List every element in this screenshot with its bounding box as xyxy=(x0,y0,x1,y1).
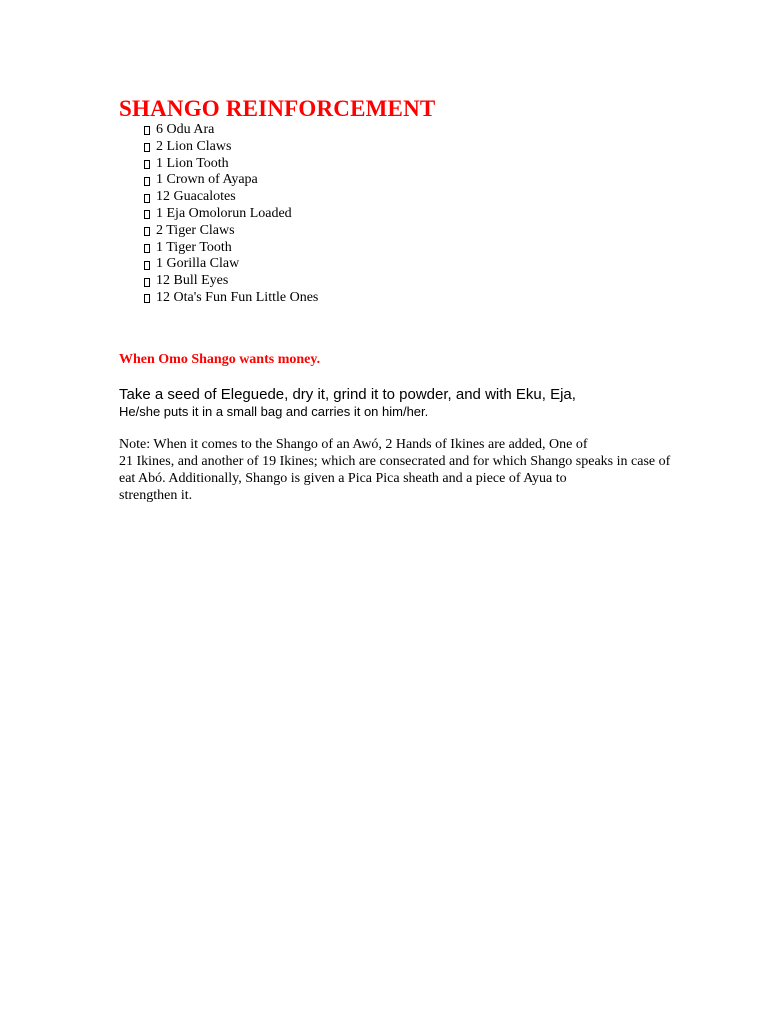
list-item xyxy=(144,172,318,189)
list-item-text: 12 Bull Eyes xyxy=(156,273,229,289)
empty-box-glyph-icon xyxy=(144,194,150,203)
list-item-text: 1 Tiger Tooth xyxy=(156,239,232,255)
list-item-text: 6 Odu Ara xyxy=(156,122,215,137)
list-item xyxy=(144,290,318,307)
note-line: strengthen it. xyxy=(119,488,193,503)
list-item xyxy=(144,256,318,273)
list-item-text: 1 Gorilla Claw xyxy=(156,256,240,272)
empty-box-glyph-icon xyxy=(144,160,150,169)
empty-box-glyph-icon xyxy=(144,143,150,152)
note-line: 21 Ikines, and another of 19 Ikines; which are consecrated and for which Shango speaks in case of xyxy=(119,454,671,469)
list-item xyxy=(144,189,318,206)
list-item xyxy=(144,206,318,223)
recipe-line: Take a seed of Eleguede, dry it, grind it to powder, and with Eku, Eja, xyxy=(119,386,576,403)
list-item xyxy=(144,122,318,139)
section-subheading: When Omo Shango wants money. xyxy=(119,352,321,367)
list-item-text: 1 Lion Tooth xyxy=(156,155,229,171)
list-item-text: 1 Eja Omolorun Loaded xyxy=(156,205,292,221)
list-item-text: 12 Ota's Fun Fun Little Ones xyxy=(156,289,319,305)
list-item-text: 1 Crown of Ayapa xyxy=(156,172,258,188)
empty-box-glyph-icon xyxy=(144,210,150,219)
empty-box-glyph-icon xyxy=(144,244,150,253)
note-line: Note: When it comes to the Shango of an Awó, 2 Hands of Ikines are added, One of xyxy=(119,437,588,452)
empty-box-glyph-icon xyxy=(144,261,150,270)
document-title: SHANGO REINFORCEMENT xyxy=(119,96,436,121)
empty-box-glyph-icon xyxy=(144,227,150,236)
list-item xyxy=(144,223,318,240)
empty-box-glyph-icon xyxy=(144,177,150,186)
empty-box-glyph-icon xyxy=(144,126,150,135)
list-item xyxy=(144,240,318,257)
list-item xyxy=(144,139,318,156)
note-paragraph xyxy=(119,436,670,504)
list-item-text: 2 Tiger Claws xyxy=(156,222,235,238)
recipe-paragraph xyxy=(119,386,576,420)
note-line: eat Abó. Additionally, Shango is given a Pica Pica sheath and a piece of Ayua to xyxy=(119,471,567,486)
recipe-line: He/she puts it in a small bag and carries it on him/her. xyxy=(119,404,429,419)
list-item-text: 12 Guacalotes xyxy=(156,189,236,205)
empty-box-glyph-icon xyxy=(144,294,150,303)
empty-box-glyph-icon xyxy=(144,278,150,287)
list-item-text: 2 Lion Claws xyxy=(156,138,232,154)
ingredient-list xyxy=(144,122,318,307)
list-item xyxy=(144,156,318,173)
list-item xyxy=(144,273,318,290)
